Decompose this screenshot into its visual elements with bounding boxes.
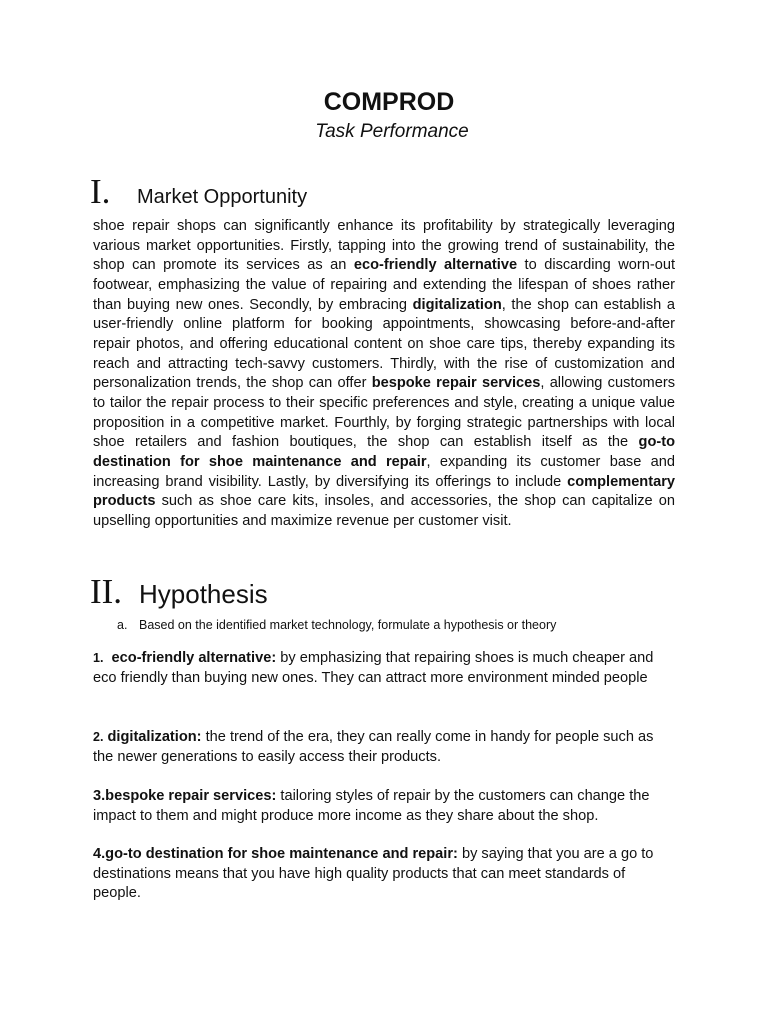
paragraph-bold-term: complementary products [93,473,675,510]
hypothesis-item [93,728,675,767]
hypothesis-label: digitalization: [107,729,202,745]
hypothesis-item [93,649,675,688]
instruction-marker: a. [117,618,128,632]
paragraph-text: shoe repair shops can significantly enhance its profitability by strategically leveraging various market opportunities. Firstly, tapping into the growing trend of sustainability, the shop can promote its services as an [93,218,675,274]
hypothesis-item [93,787,675,826]
hypothesis-label: eco-friendly alternative: [111,650,277,666]
paragraph-bold-term: go-to destination for shoe maintenance and repair [93,434,675,470]
hypothesis-text: by emphasizing that repairing shoes is much cheaper and eco friendly than buying new ones. They can attract more environment minded people [93,650,654,686]
instruction-line [117,616,556,634]
paragraph-bold-term: bespoke repair services [371,375,541,392]
section-numeral: I. [90,172,111,211]
instruction-text: Based on the identified market technology, formulate a hypothesis or theory [139,618,557,632]
hypothesis-number: 1. [93,651,104,665]
hypothesis-label: bespoke repair services: [105,788,277,804]
document-subtitle: Task Performance [315,121,469,142]
paragraph-text: , expanding its customer base and increasing brand visibility. Lastly, by diversifying its offerings to include [93,453,675,490]
hypothesis-item [93,845,675,904]
hypothesis-text: tailoring styles of repair by the customers can change the impact to them and might produce more income as they share about the shop. [93,788,650,824]
section-title: Market Opportunity [137,186,308,208]
hypothesis-label: go-to destination for shoe maintenance and repair: [105,846,458,862]
document-title: COMPROD [323,88,455,116]
section-numeral: II. [90,572,123,611]
hypothesis-number: 3. [93,788,106,804]
paragraph-bold-term: eco-friendly alternative [353,257,518,274]
paragraph-text: such as shoe care kits, insoles, and accessories, the shop can capitalize on upselling opportunities and maximize revenue per customer visit. [93,493,675,529]
hypothesis-number: 2. [93,730,104,744]
section-hypothesis-heading [90,572,268,612]
hypothesis-text: by saying that you are a go to destinations means that you have high quality products that can meet standards of people. [93,846,654,902]
section-market-opportunity-heading [90,172,307,212]
paragraph-text: to discarding worn-out footwear, emphasizing the value of repairing and extending the lifespan of shoes rather than buying new ones. Secondly, by embracing [93,257,675,313]
paragraph-bold-term: digitalization [412,296,502,313]
market-opportunity-paragraph [93,217,675,532]
hypothesis-number: 4. [93,846,106,862]
hypothesis-text: the trend of the era, they can really come in handy for people such as the newer generations to easily access their products. [93,729,654,765]
paragraph-text: , allowing customers to tailor the repair process to their specific preferences and style, creating a unique value proposition in a competitive market. Fourthly, by forging strategic partnerships with local shoe retailers and fashion boutiques, the shop can establish itself as the [93,375,675,451]
section-title: Hypothesis [139,579,268,609]
paragraph-text: , the shop can establish a user-friendly online platform for booking appointments, showcasing before-and-after repair photos, and offering educational content on shoe care tips, thereby expanding its reach and attracting tech-savvy customers. Thirdly, with the rise of customization and personalization trends, the shop can offer [93,296,675,392]
